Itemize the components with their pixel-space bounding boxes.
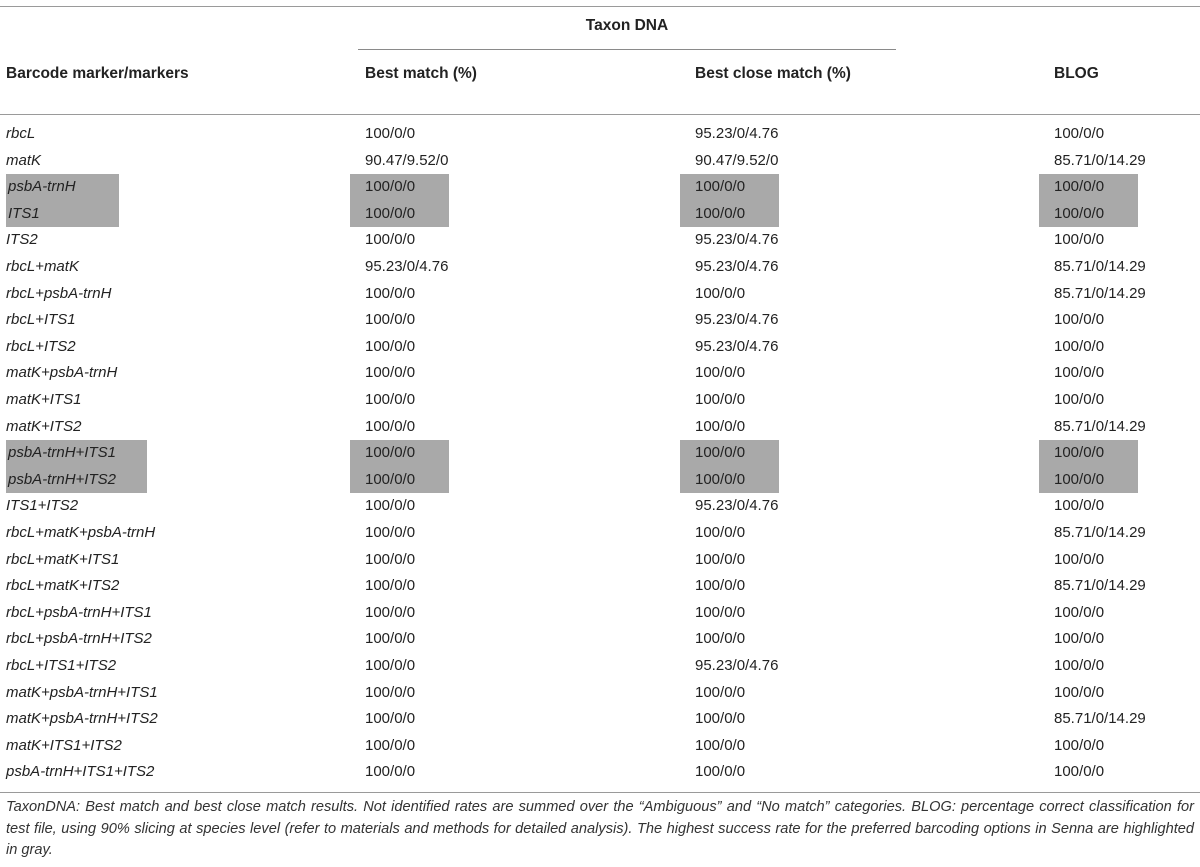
cell-blog: 100/0/0 bbox=[1054, 603, 1105, 621]
cell-best-match: 100/0/0 bbox=[365, 736, 416, 754]
cell-blog: 100/0/0 bbox=[1054, 311, 1105, 329]
table-row bbox=[0, 440, 1200, 467]
cell-marker: psbA-trnH+ITS1 bbox=[6, 440, 147, 467]
cell-marker: matK+ITS2 bbox=[6, 417, 82, 435]
cell-marker: matK+ITS1 bbox=[6, 391, 82, 408]
cell-blog: 85.71/0/14.29 bbox=[1054, 577, 1146, 595]
table-row bbox=[0, 520, 1200, 547]
cell-marker: rbcL+psbA-trnH bbox=[6, 284, 112, 302]
cell-best-match: 100/0/0 bbox=[365, 284, 416, 302]
cell-best-close-match: 100/0/0 bbox=[695, 683, 746, 701]
cell-best-match: 100/0/0 bbox=[350, 467, 449, 494]
table-row bbox=[0, 174, 1200, 201]
table-row bbox=[0, 573, 1200, 600]
cell-marker: matK+psbA-trnH+ITS2 bbox=[6, 710, 158, 728]
table-row bbox=[0, 307, 1200, 334]
cell-marker: rbcL+ITS1+ITS2 bbox=[6, 657, 117, 674]
cell-best-close-match: 100/0/0 bbox=[680, 440, 779, 467]
cell-best-match: 100/0/0 bbox=[365, 337, 416, 355]
cell-best-match: 100/0/0 bbox=[365, 657, 416, 674]
table-row bbox=[0, 759, 1200, 786]
cell-best-close-match: 100/0/0 bbox=[680, 467, 779, 494]
header-bottom-rule bbox=[0, 114, 1200, 115]
column-header-blog: BLOG bbox=[1054, 65, 1099, 82]
cell-best-close-match: 100/0/0 bbox=[695, 710, 746, 728]
cell-best-close-match: 95.23/0/4.76 bbox=[695, 497, 779, 515]
cell-best-match: 100/0/0 bbox=[350, 440, 449, 467]
cell-marker: psbA-trnH+ITS1+ITS2 bbox=[6, 763, 155, 781]
cell-blog: 100/0/0 bbox=[1054, 391, 1105, 408]
cell-marker: ITS1+ITS2 bbox=[6, 497, 79, 515]
cell-best-match: 90.47/9.52/0 bbox=[365, 151, 449, 169]
cell-best-match: 100/0/0 bbox=[365, 603, 416, 621]
cell-best-match: 100/0/0 bbox=[365, 577, 416, 595]
cell-blog: 85.71/0/14.29 bbox=[1054, 417, 1146, 435]
cell-blog: 100/0/0 bbox=[1054, 125, 1105, 142]
table-row bbox=[0, 467, 1200, 494]
cell-blog: 100/0/0 bbox=[1039, 467, 1138, 494]
table-row bbox=[0, 121, 1200, 148]
cell-marker: ITS1 bbox=[6, 201, 119, 228]
cell-marker: matK+psbA-trnH bbox=[6, 364, 118, 382]
cell-marker: rbcL+matK+ITS2 bbox=[6, 577, 120, 595]
cell-best-close-match: 95.23/0/4.76 bbox=[695, 258, 779, 275]
cell-marker: matK+psbA-trnH+ITS1 bbox=[6, 683, 158, 701]
cell-blog: 100/0/0 bbox=[1054, 630, 1105, 648]
cell-blog: 85.71/0/14.29 bbox=[1054, 258, 1146, 275]
group-header-taxon-dna: Taxon DNA bbox=[585, 17, 669, 34]
group-header-rule bbox=[358, 49, 896, 50]
cell-best-match: 100/0/0 bbox=[365, 125, 416, 142]
cell-marker: matK bbox=[6, 151, 42, 169]
cell-marker: rbcL+matK+ITS1 bbox=[6, 550, 120, 568]
cell-best-close-match: 95.23/0/4.76 bbox=[695, 657, 779, 674]
cell-blog: 100/0/0 bbox=[1054, 364, 1105, 382]
column-header-marker: Barcode marker/markers bbox=[6, 65, 189, 82]
cell-best-close-match: 100/0/0 bbox=[695, 417, 746, 435]
table-row bbox=[0, 706, 1200, 733]
table-row bbox=[0, 680, 1200, 707]
cell-marker: ITS2 bbox=[6, 231, 38, 249]
cell-best-close-match: 100/0/0 bbox=[695, 763, 746, 781]
cell-best-match: 100/0/0 bbox=[350, 174, 449, 201]
table-row bbox=[0, 201, 1200, 228]
cell-best-close-match: 100/0/0 bbox=[680, 201, 779, 228]
cell-best-match: 100/0/0 bbox=[365, 417, 416, 435]
cell-blog: 100/0/0 bbox=[1054, 497, 1105, 515]
cell-marker: rbcL+psbA-trnH+ITS2 bbox=[6, 630, 152, 648]
column-header-best-match: Best match (%) bbox=[365, 65, 477, 82]
cell-best-close-match: 100/0/0 bbox=[695, 524, 746, 541]
cell-best-close-match: 100/0/0 bbox=[695, 630, 746, 648]
table-row bbox=[0, 254, 1200, 281]
table-row bbox=[0, 626, 1200, 653]
cell-best-match: 100/0/0 bbox=[365, 710, 416, 728]
cell-marker: matK+ITS1+ITS2 bbox=[6, 736, 122, 754]
column-header-best-close-match: Best close match (%) bbox=[695, 65, 851, 82]
cell-best-match: 100/0/0 bbox=[365, 630, 416, 648]
table-row bbox=[0, 148, 1200, 175]
table-bottom-rule bbox=[0, 792, 1200, 793]
cell-best-match: 100/0/0 bbox=[365, 683, 416, 701]
cell-best-match: 100/0/0 bbox=[365, 231, 416, 249]
table-row bbox=[0, 600, 1200, 627]
cell-best-close-match: 100/0/0 bbox=[695, 736, 746, 754]
cell-best-close-match: 100/0/0 bbox=[695, 391, 746, 408]
cell-best-close-match: 100/0/0 bbox=[695, 550, 746, 568]
table-row bbox=[0, 227, 1200, 254]
cell-best-close-match: 100/0/0 bbox=[695, 577, 746, 595]
cell-best-close-match: 95.23/0/4.76 bbox=[695, 337, 779, 355]
cell-best-close-match: 90.47/9.52/0 bbox=[695, 151, 779, 169]
cell-best-match: 100/0/0 bbox=[365, 364, 416, 382]
cell-blog: 85.71/0/14.29 bbox=[1054, 710, 1146, 728]
table-row bbox=[0, 360, 1200, 387]
table-row bbox=[0, 547, 1200, 574]
cell-best-match: 100/0/0 bbox=[365, 763, 416, 781]
cell-best-close-match: 100/0/0 bbox=[695, 603, 746, 621]
cell-best-close-match: 100/0/0 bbox=[695, 284, 746, 302]
table-row bbox=[0, 281, 1200, 308]
cell-best-match: 100/0/0 bbox=[365, 524, 416, 541]
cell-blog: 85.71/0/14.29 bbox=[1054, 524, 1146, 541]
cell-blog: 100/0/0 bbox=[1054, 736, 1105, 754]
cell-best-match: 100/0/0 bbox=[365, 550, 416, 568]
cell-blog: 100/0/0 bbox=[1054, 683, 1105, 701]
cell-best-close-match: 95.23/0/4.76 bbox=[695, 125, 779, 142]
cell-marker: psbA-trnH+ITS2 bbox=[6, 467, 147, 494]
cell-best-close-match: 95.23/0/4.76 bbox=[695, 311, 779, 329]
cell-marker: rbcL+ITS2 bbox=[6, 337, 76, 355]
cell-blog: 100/0/0 bbox=[1054, 337, 1105, 355]
cell-blog: 100/0/0 bbox=[1039, 440, 1138, 467]
cell-best-match: 100/0/0 bbox=[365, 497, 416, 515]
cell-blog: 100/0/0 bbox=[1054, 550, 1105, 568]
cell-marker: rbcL+matK bbox=[6, 258, 79, 275]
table-row bbox=[0, 387, 1200, 414]
cell-best-close-match: 100/0/0 bbox=[695, 364, 746, 382]
cell-best-match: 95.23/0/4.76 bbox=[365, 258, 449, 275]
cell-blog: 100/0/0 bbox=[1039, 174, 1138, 201]
table-row bbox=[0, 493, 1200, 520]
cell-best-close-match: 100/0/0 bbox=[680, 174, 779, 201]
table-row bbox=[0, 414, 1200, 441]
table-row bbox=[0, 733, 1200, 760]
table-row bbox=[0, 653, 1200, 680]
table-top-rule bbox=[0, 6, 1200, 7]
cell-marker: rbcL+matK+psbA-trnH bbox=[6, 524, 156, 541]
cell-best-match: 100/0/0 bbox=[350, 201, 449, 228]
table-footnote: TaxonDNA: Best match and best close match results. Not identified rates are summed over the “Ambiguous” and “No match” categories. BLOG: percentage correct classification for test file, using 90% slicing at species level (refer to materials and methods for detailed analysis). The highest success rate for the preferred barcoding options in Senna are highlighted in gray. bbox=[6, 799, 1194, 858]
cell-blog: 100/0/0 bbox=[1054, 231, 1105, 249]
cell-best-close-match: 95.23/0/4.76 bbox=[695, 231, 779, 249]
cell-blog: 85.71/0/14.29 bbox=[1054, 151, 1146, 169]
cell-best-match: 100/0/0 bbox=[365, 391, 416, 408]
cell-marker: rbcL+psbA-trnH+ITS1 bbox=[6, 603, 152, 621]
cell-marker: rbcL bbox=[6, 125, 36, 142]
cell-blog: 100/0/0 bbox=[1054, 763, 1105, 781]
cell-blog: 85.71/0/14.29 bbox=[1054, 284, 1146, 302]
cell-blog: 100/0/0 bbox=[1039, 201, 1138, 228]
table-row bbox=[0, 334, 1200, 361]
cell-blog: 100/0/0 bbox=[1054, 657, 1105, 674]
cell-marker: psbA-trnH bbox=[6, 174, 119, 201]
cell-marker: rbcL+ITS1 bbox=[6, 311, 76, 329]
cell-best-match: 100/0/0 bbox=[365, 311, 416, 329]
